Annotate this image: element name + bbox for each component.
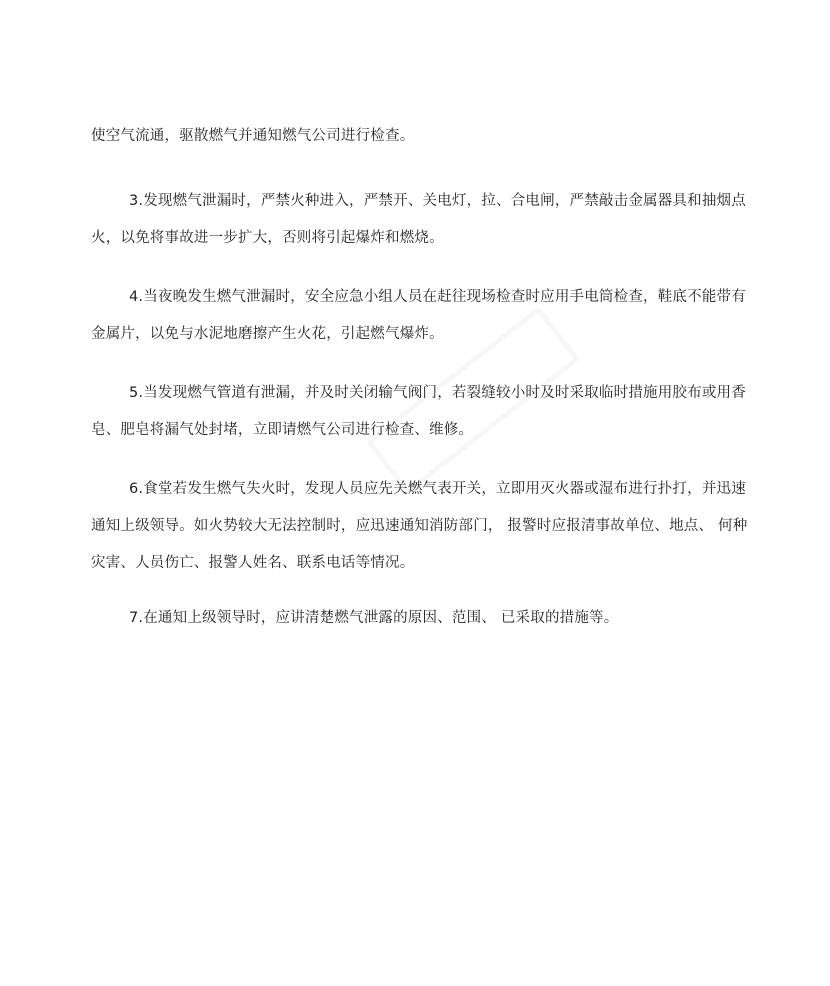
- paragraph-item-3: 3.发现燃气泄漏时，严禁火种进入，严禁开、关电灯，拉、合电闸，严禁敲击金属器具和抽烟点火，以免将事故进一步扩大，否则将引起爆炸和燃烧。: [91, 193, 746, 246]
- paragraph-item-4: 4.当夜晚发生燃气泄漏时，安全应急小组人员在赶往现场检查时应用手电筒检查，鞋底不能带有金属片，以免与水泥地磨擦产生火花，引起燃气爆炸。: [91, 289, 746, 342]
- paragraph-item-5: 5.当发现燃气管道有泄漏，并及时关闭输气阀门，若裂缝较小时及时采取临时措施用胶布或用香皂、肥皂将漏气处封堵，立即请燃气公司进行检查、维修。: [91, 385, 746, 438]
- document-body: [91, 118, 751, 659]
- paragraph-continuation: 使空气流通，驱散燃气并通知燃气公司进行检查。: [91, 128, 415, 144]
- paragraph-item-6: 6.食堂若发生燃气失火时，发现人员应先关燃气表开关，立即用灭火器或湿布进行扑打，并迅速通知上级领导。如火势较大无法控制时，应迅速通知消防部门， 报警时应报清事故单位、地点、 何种灾害、人员伤亡、报警人姓名、联系电话等情况。: [91, 481, 748, 571]
- paragraph-item-7: 7.在通知上级领导时，应讲清楚燃气泄露的原因、范围、 已采取的措施等。: [129, 610, 619, 626]
